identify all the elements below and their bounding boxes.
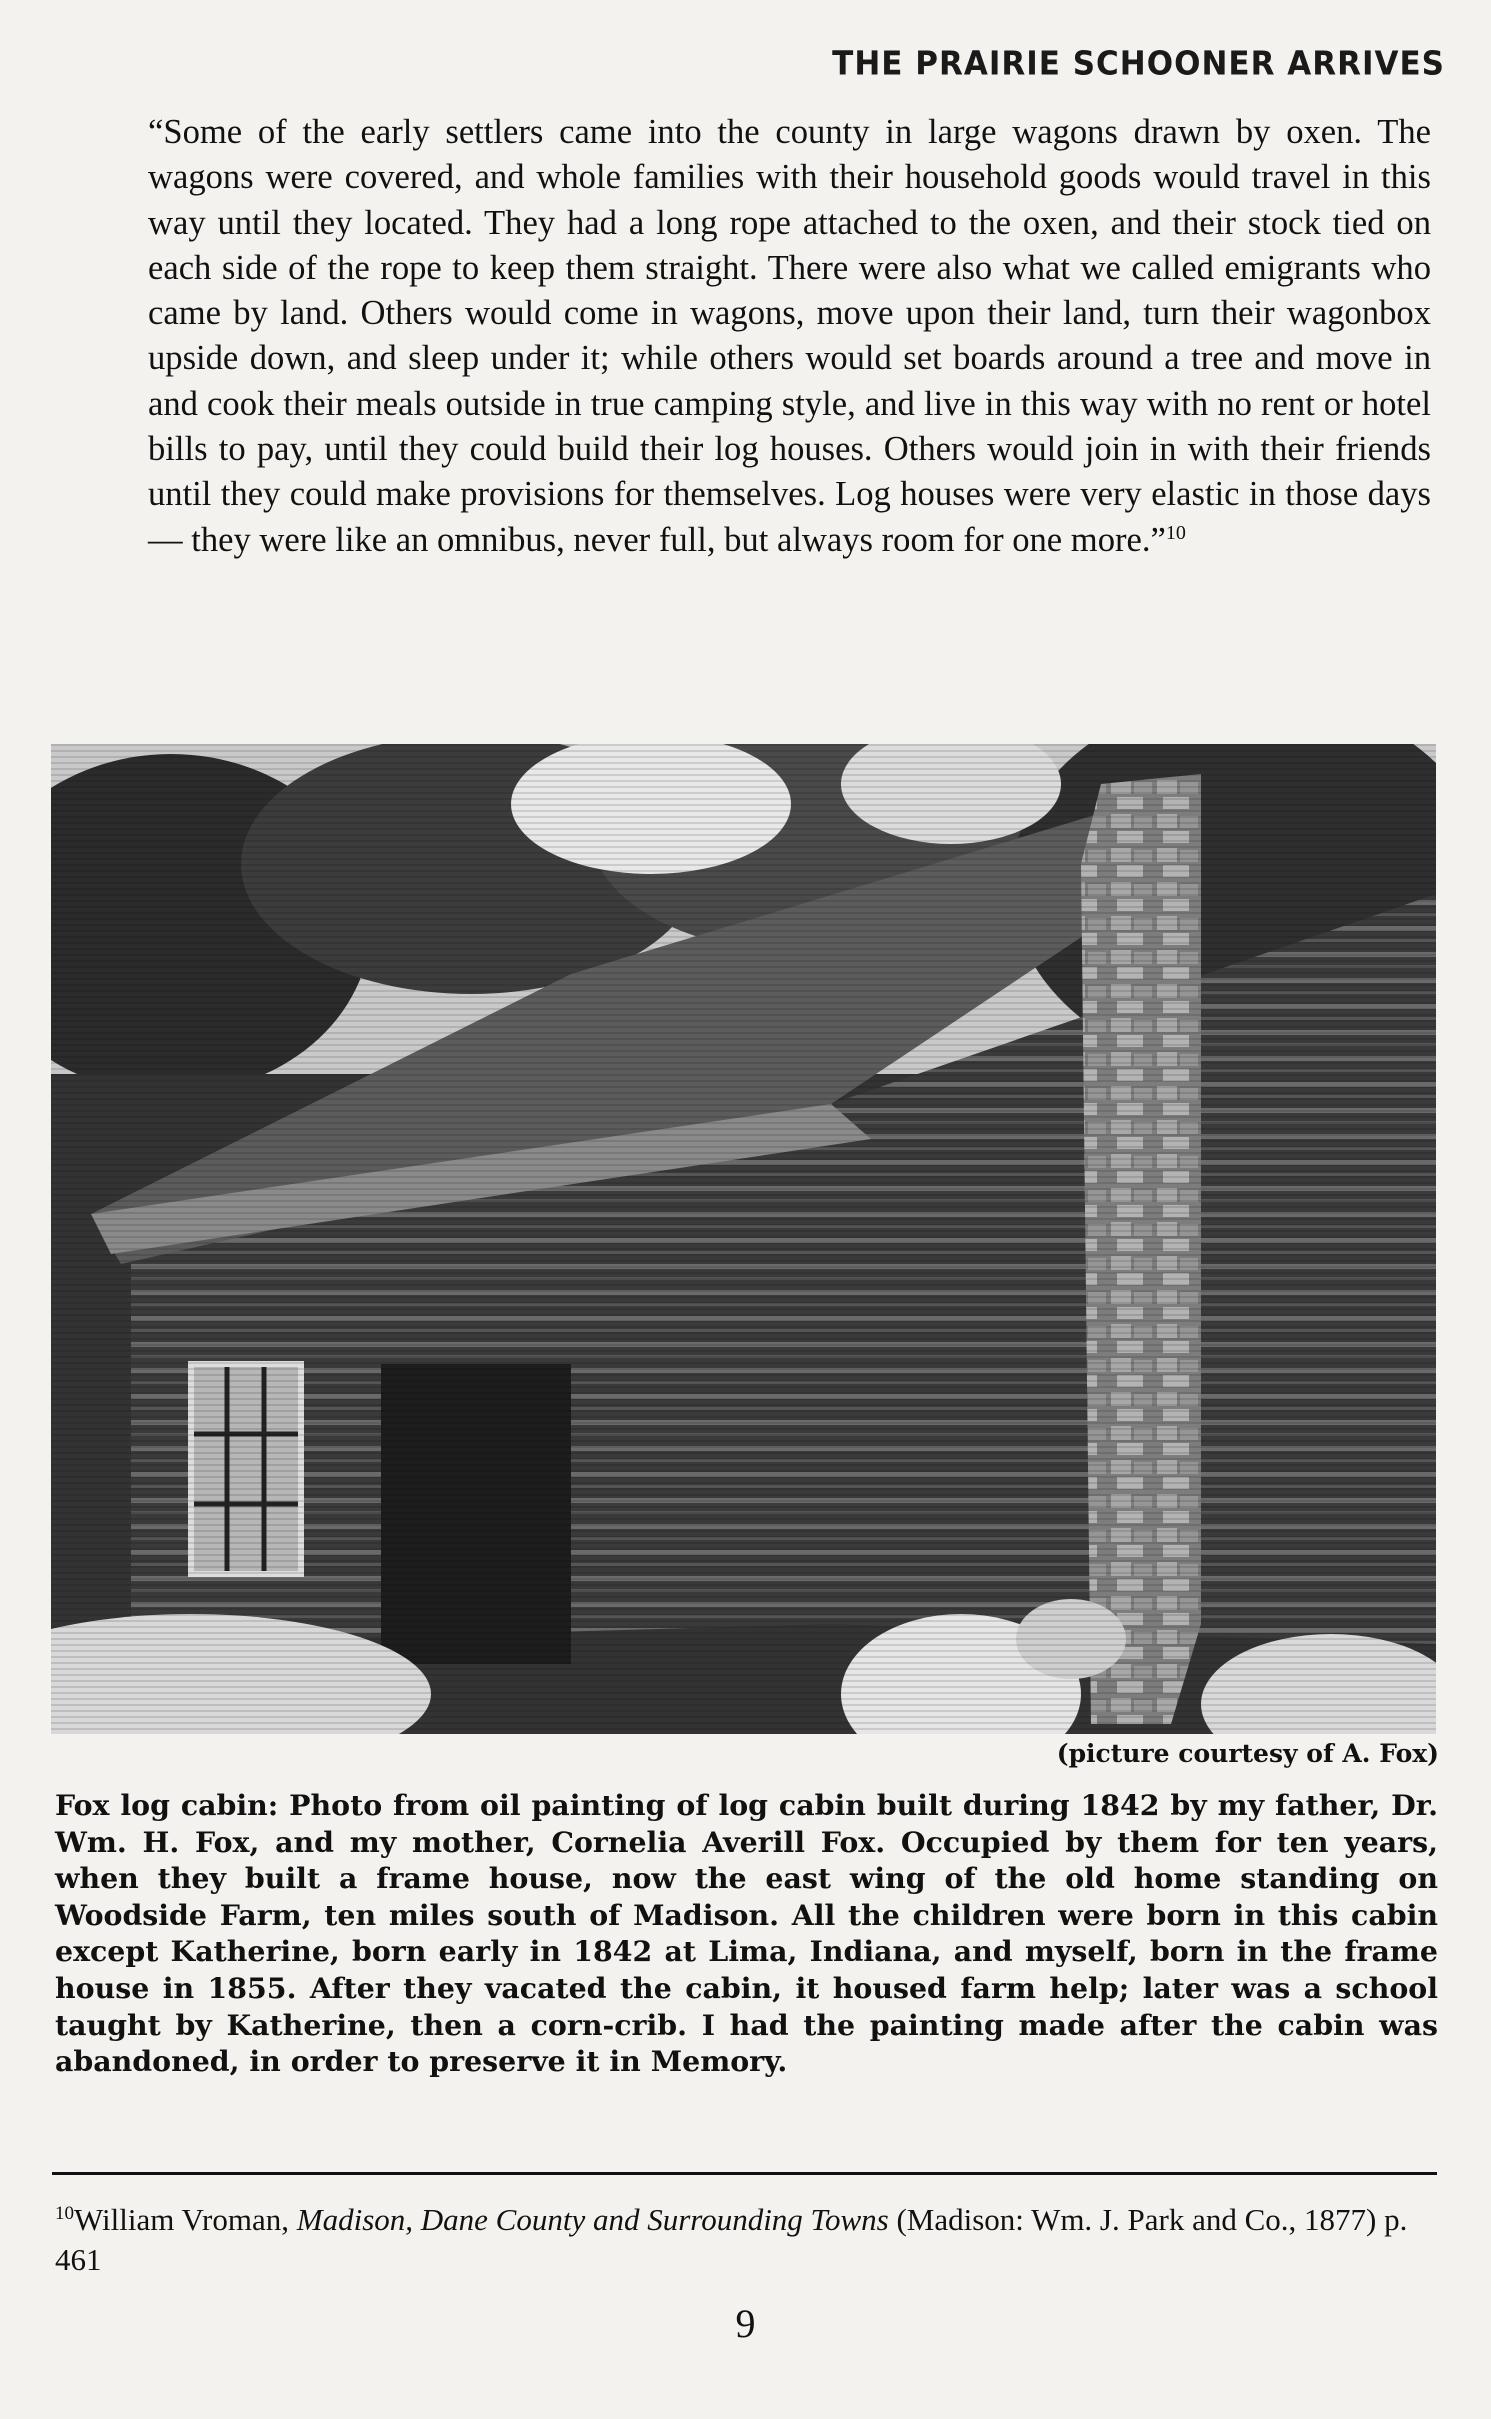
- footnote-publication: (Madison: Wm. J. Park and Co., 1877) p. 461: [55, 2202, 1408, 2277]
- photo-caption: Fox log cabin: Photo from oil painting of log cabin built during 1842 by my father, Dr. Wm. H. Fox, and my mother, Cornelia Averill Fox. Occupied by them for ten years, when they built a frame house, now the east wing of the old home standing on Woodside Farm, ten miles south of Madison. All the children were born in this cabin except Katherine, born early in 1842 at Lima, Indiana, and myself, born in the frame house in 1855. After they vacated the cabin, it housed farm help; later was a school taught by Katherine, then a corn-crib. I had the painting made after the cabin was abandoned, in order to preserve it in Memory.: [55, 1788, 1438, 2079]
- photo-credit: (picture courtesy of A. Fox): [1056, 1739, 1439, 1768]
- footnote-divider: [52, 2172, 1437, 2175]
- cabin-painting-illustration: [51, 744, 1436, 1734]
- quote-paragraph: [148, 110, 1431, 563]
- quote-text: “Some of the early settlers came into the county in large wagons drawn by oxen. The wagons were covered, and whole families with their household goods would travel in this way until they located. They had a long rope attached to the oxen, and their stock tied on each side of the rope to keep them straight. There were also what we called emigrants who came by land. Others would come in wagons, move upon their land, turn their wagonbox upside down, and sleep under it; while others would set boards around a tree and move in and cook their meals outside in true camping style, and live in this way with no rent or hotel bills to pay, until they could build their log houses. Others would join in with their friends until they could make provisions for themselves. Log houses were very elastic in those days — they were like an omnibus, never full, but always room for one more.”: [148, 113, 1431, 559]
- running-head: THE PRAIRIE SCHOONER ARRIVES: [832, 45, 1445, 83]
- footnote: [55, 2200, 1438, 2280]
- page-number: 9: [735, 2301, 756, 2346]
- footnote-author: William Vroman,: [74, 2202, 297, 2237]
- cabin-photo: [51, 744, 1436, 1734]
- footnote-title: Madison, Dane County and Surrounding Towns: [296, 2202, 889, 2237]
- footnote-number: 10: [55, 2203, 74, 2224]
- footnote-reference: 10: [1165, 521, 1186, 544]
